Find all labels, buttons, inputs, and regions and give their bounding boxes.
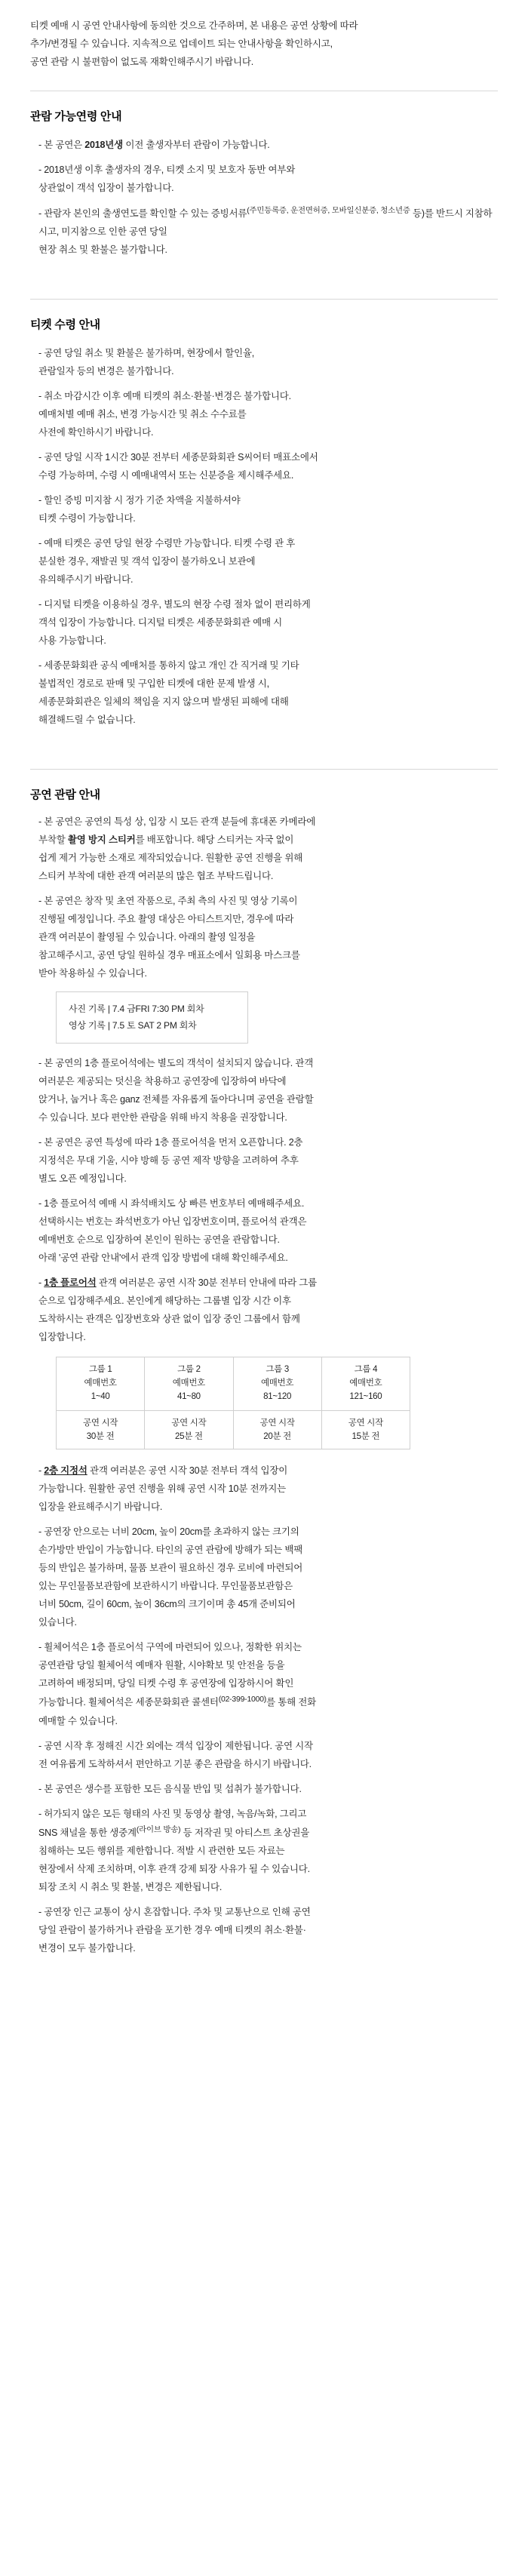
table-cell <box>145 1410 233 1449</box>
floor-entry-group-table <box>56 1357 410 1450</box>
intro-line-2: 추가/변경될 수 있습니다. 지속적으로 업데이트 되는 안내사항을 확인하시고, <box>30 38 333 49</box>
group-range: 예매번호 1~40 <box>84 1378 117 1402</box>
list-item: - 공연 시작 후 정해진 시간 외에는 객석 입장이 제한됩니다. 공연 시작 전 여유롭게 도착하셔서 편안하고 기분 좋은 관람을 하시기 바랍니다. <box>38 1740 313 1769</box>
group-label: 그룹 4 <box>354 1364 378 1374</box>
list-item: - 1층 플로어석 관객 여러분은 공연 시작 30분 전부터 안내에 따라 그룹 순으로 입장해주세요. 본인에게 해당하는 그룹별 입장 시간 이후 도착하시는 관객은 입장번호와 상관 없이 입장 중인 그룹에서 함께 입장합니다. <box>38 1277 317 1342</box>
table-cell <box>321 1410 410 1449</box>
list-item: - 허가되지 않은 모든 형태의 사진 및 동영상 촬영, 녹음/녹화, 그리고 SNS 채널을 통한 생중계$^{(라이브 방송)}$ 등 저작권 및 아티스트 초상권을 침해하는 모든 행위를 제한합니다. 적발 시 관련한 모든 자료는 현장에서 삭제 조치하며, 이후 관객 강제 퇴장 사유가 될 수 있습니다. 퇴장 조치 시 취소 및 환불, 변경은 제한됩니다. <box>38 1808 310 1892</box>
list-item: - 본 공연은 창작 및 초연 작품으로, 주최 측의 사진 및 영상 기록이 진행될 예정입니다. 주요 촬영 대상은 아티스트지만, 경우에 따라 관객 여러분이 촬영될 수 있습니다. 아래의 촬영 일정을 참고해주시고, 공연 당일 원하실 경우 매표소에서 일회용 마스크를 받아 착용하실 수 있습니다. <box>38 896 300 979</box>
entry-time-line1: 공연 시작 <box>259 1418 295 1428</box>
list-item: - 관람자 본인의 출생연도를 확인할 수 있는 증빙서류$^{(주민등록증, 운전면허증, 모바일신분증, 청소년증}$ 등)를 반드시 지참하시고, 미지참으로 인한 공연 당일 현장 취소 및 환불은 불가합니다. <box>38 207 493 256</box>
table-row-group <box>57 1357 410 1410</box>
list-item: - 1층 플로어석 예매 시 좌석배치도 상 빠른 번호부터 예매해주세요. 선택하시는 번호는 좌석번호가 아닌 입장번호이며, 플로어석 관객은 예매번호 순으로 입장하여 본인이 원하는 공연을 관람합니다. 아래 '공연 관람 안내'에서 관객 입장 방법에 대해 확인해주세요. <box>38 1197 307 1263</box>
group-range: 예매번호 81~120 <box>261 1378 294 1402</box>
entry-time-line2: 20분 전 <box>263 1432 291 1442</box>
group-label: 그룹 1 <box>88 1364 112 1374</box>
divider-ticket-viewing <box>30 769 498 770</box>
separator: | <box>107 1020 112 1031</box>
table-cell <box>233 1357 321 1410</box>
intro-line-3: 공연 관람 시 불편함이 없도록 재확인해주시기 바랍니다. <box>30 57 254 67</box>
list-item: - 공연 당일 취소 및 환불은 불가하며, 현장에서 할인율, 관람일자 등의 변경은 불가합니다. <box>38 348 255 377</box>
list-item: - 본 공연의 1층 플로어석에는 별도의 객석이 설치되지 않습니다. 관객 여러분은 제공되는 덧신을 착용하고 공연장에 입장하여 바닥에 앉거나, 눕거나 혹은 ganz 전체를 자유롭게 돌아다니며 공연을 관람할 수 있습니다. 보다 편안한 관람을 위해 바지 착용을 권장합니다. <box>38 1057 314 1123</box>
viewing-list-tail <box>30 1462 498 1957</box>
list-item: - 공연장 안으로는 너비 20cm, 높이 20cm를 초과하지 않는 크기의 손가방만 반입이 가능합니다. 타인의 공연 관람에 방해가 되는 백팩 등의 반입은 불가하며, 물품 보관이 필요하신 경우 로비에 마련되어 있는 무인물품보관함에 보관하시기 바랍니다. 무인물품보관함은 너비 50cm, 길이 60cm, 높이 36cm의 크기이며 총 45개 준비되어 있습니다. <box>38 1526 303 1628</box>
recording-schedule-box <box>56 991 248 1043</box>
intro-line-1: 티켓 예매 시 공연 안내사항에 동의한 것으로 간주하며, 본 내용은 공연 상황에 따라 <box>30 20 358 31</box>
list-item: - 공연장 인근 교통이 상시 혼잡합니다. 주차 및 교통난으로 인해 공연 당일 관람이 불가하거나 관람을 포기한 경우 예매 티켓의 취소·환불· 변경이 모두 불가합니다. <box>38 1906 311 1954</box>
entry-time-line1: 공연 시작 <box>171 1418 207 1428</box>
photo-record-label: 사진 기록 <box>69 1004 106 1015</box>
viewing-list-mid <box>30 1054 498 1346</box>
list-item: - 취소 마감시간 이후 예매 티켓의 취소·환불·변경은 불가합니다. 예매처별 예매 취소, 변경 가능시간 및 취소 수수료를 사전에 확인하시기 바랍니다. <box>38 391 291 438</box>
list-item: - 본 공연은 공연의 특성 상, 입장 시 모든 관객 분들에 휴대폰 카메라에 부착할 촬영 방지 스티커를 배포합니다. 해당 스티커는 자국 없이 쉽게 제거 가능한 소재로 제작되었습니다. 원활한 공연 진행을 위해 스티커 부착에 대한 관객 여러분의 많은 협조 부탁드립니다. <box>38 816 316 882</box>
list-item: - 공연 당일 시작 1시간 30분 전부터 세종문화회관 S씨어터 매표소에서 수령 가능하며, 수령 시 예매내역서 또는 신분증을 제시해주세요. <box>38 452 318 481</box>
video-record-row <box>69 1017 235 1034</box>
list-item: - 세종문화회관 공식 예매처를 통하지 않고 개인 간 직거래 및 기타 불법적인 경로로 판매 및 구입한 티켓에 대한 문제 발생 시, 세종문화회관은 일체의 책임을 지지 않으며 발생된 피해에 대해 해결해드릴 수 없습니다. <box>38 660 299 726</box>
divider-age-ticket <box>30 299 498 300</box>
entry-time-line2: 15분 전 <box>351 1432 380 1442</box>
section-title-viewing: 공연 관람 안내 <box>30 788 100 802</box>
list-item: - 휠체어석은 1층 플로어석 구역에 마련되어 있으나, 정확한 위치는 공연관람 당일 휠체어석 예매자 원활, 시야확보 및 안전을 등을 고려하여 배정되며, 당일 티켓 수령 후 공연장에 입장하시어 확인 가능합니다. 휠체어석은 세종문화회관 콜센터$^{(02-399-1000)}$를 통해 전화 예매할 수 있습니다. <box>38 1642 316 1726</box>
section-title-ticket: 티켓 수령 안내 <box>30 318 100 332</box>
table-row-time <box>57 1410 410 1449</box>
list-item: - 디지털 티켓을 이용하실 경우, 별도의 현장 수령 절차 없이 편리하게 객석 입장이 가능합니다. 디지털 티켓은 세종문화회관 예매 시 사용 가능합니다. <box>38 599 311 647</box>
entry-time-line2: 30분 전 <box>86 1432 115 1442</box>
list-item: - 본 공연은 2018년생 이전 출생자부터 관람이 가능합니다. <box>38 140 270 150</box>
photo-record-value: 7.4 금FRI 7:30 PM 회차 <box>112 1004 204 1015</box>
video-record-value: 7.5 토 SAT 2 PM 회차 <box>112 1020 197 1031</box>
entry-time-line2: 25분 전 <box>175 1432 203 1442</box>
table-cell <box>233 1410 321 1449</box>
list-item: - 2층 지정석 관객 여러분은 공연 시작 30분 전부터 객석 입장이 가능합니다. 원활한 공연 진행을 위해 공연 시작 10분 전까지는 입장을 완료해주시기 바랍니다. <box>38 1465 288 1513</box>
group-label: 그룹 2 <box>177 1364 201 1374</box>
section-title-age: 관람 가능연령 안내 <box>30 110 122 123</box>
video-record-label: 영상 기록 <box>69 1020 106 1031</box>
entry-time-line1: 공연 시작 <box>348 1418 383 1428</box>
intro-paragraph <box>30 17 498 71</box>
list-item: - 본 공연은 공연 특성에 따라 1층 플로어석을 먼저 오픈합니다. 2층 지정석은 무대 기울, 시야 방해 등 공연 제작 방향을 고려하여 추후 별도 오픈 예정입니다. <box>38 1136 303 1184</box>
age-list <box>30 136 498 259</box>
table-cell <box>57 1357 145 1410</box>
group-label: 그룹 3 <box>266 1364 289 1374</box>
photo-record-row <box>69 1001 235 1017</box>
viewing-list-top <box>30 813 498 982</box>
list-item: - 할인 증빙 미지참 시 정가 기준 차액을 지불하셔야 티켓 수령이 가능합니다. <box>38 495 241 524</box>
list-item: - 2018년생 이후 출생자의 경우, 티켓 소지 및 보호자 동반 여부와 상관없이 객석 입장이 불가합니다. <box>38 164 296 193</box>
entry-time-line1: 공연 시작 <box>83 1418 118 1428</box>
list-item: - 본 공연은 생수를 포함한 모든 음식물 반입 및 섭취가 불가합니다. <box>38 1783 302 1794</box>
separator: | <box>107 1004 112 1015</box>
group-range: 예매번호 41~80 <box>172 1378 205 1402</box>
table-cell <box>57 1410 145 1449</box>
table-cell <box>145 1357 233 1410</box>
group-range: 예매번호 121~160 <box>349 1378 382 1402</box>
list-item: - 예매 티켓은 공연 당일 현장 수령만 가능합니다. 티켓 수령 관 후 분실한 경우, 재발권 및 객석 입장이 불가하오니 보관에 유의해주시기 바랍니다. <box>38 538 296 586</box>
ticket-list <box>30 344 498 729</box>
table-cell <box>321 1357 410 1410</box>
